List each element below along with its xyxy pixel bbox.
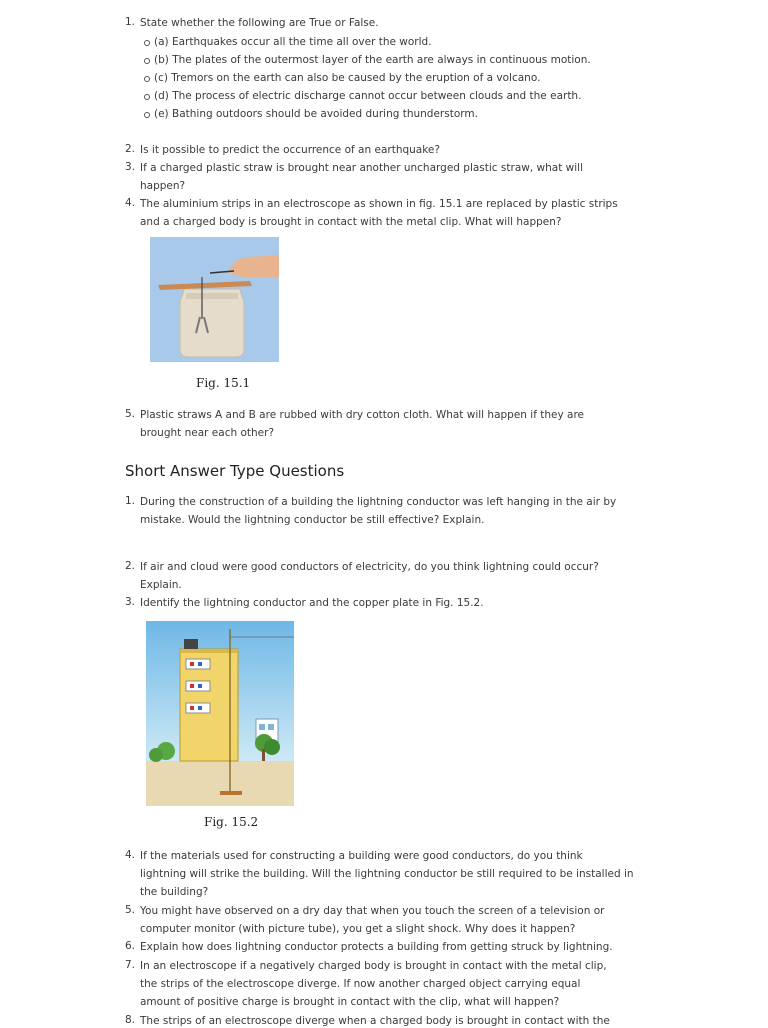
question-text: Plastic straws A and B are rubbed with dry cotton cloth. What will happen if they are xyxy=(140,409,585,421)
question-number: 8. xyxy=(125,1014,136,1026)
question-number: 4. xyxy=(125,197,136,209)
question-text: amount of positive charge is brought in contact with the clip, what will happen? xyxy=(140,996,560,1008)
question-number: 2. xyxy=(125,560,136,572)
true-false-item: (d) The process of electric discharge cannot occur between clouds and the earth. xyxy=(154,90,582,102)
figure-caption: Fig. 15.2 xyxy=(204,815,259,829)
question-text: The aluminium strips in an electroscope as shown in fig. 15.1 are replaced by plastic strips xyxy=(140,198,618,210)
true-false-item: (e) Bathing outdoors should be avoided during thunderstorm. xyxy=(154,108,478,120)
question-text: If air and cloud were good conductors of electricity, do you think lightning could occur? xyxy=(140,561,599,573)
bullet-icon xyxy=(144,112,150,118)
bullet-icon xyxy=(144,76,150,82)
question-number: 6. xyxy=(125,940,136,952)
question-number: 3. xyxy=(125,596,136,608)
question-number: 7. xyxy=(125,959,136,971)
question-text: The strips of an electroscope diverge when a charged body is brought in contact with the xyxy=(140,1015,610,1027)
building-figure xyxy=(146,621,294,806)
figure-caption: Fig. 15.1 xyxy=(196,376,251,390)
question-number: 1. xyxy=(125,16,136,28)
true-false-item: (c) Tremors on the earth can also be caused by the eruption of a volcano. xyxy=(154,72,541,84)
question-number: 4. xyxy=(125,849,136,861)
question-number: 2. xyxy=(125,143,136,155)
true-false-item: (b) The plates of the outermost layer of the earth are always in continuous motion. xyxy=(154,54,591,66)
question-text: If the materials used for constructing a building were good conductors, do you think xyxy=(140,850,583,862)
question-text: the strips of the electroscope diverge. If now another charged object carrying equal xyxy=(140,978,581,990)
question-number: 5. xyxy=(125,904,136,916)
bullet-icon xyxy=(144,58,150,64)
question-text: State whether the following are True or False. xyxy=(140,17,379,29)
question-text: During the construction of a building the lightning conductor was left hanging in the air by xyxy=(140,496,617,508)
question-text: brought near each other? xyxy=(140,427,275,439)
question-text: mistake. Would the lightning conductor be still effective? Explain. xyxy=(140,514,485,526)
question-number: 3. xyxy=(125,161,136,173)
question-text: In an electroscope if a negatively charged body is brought in contact with the metal clip, xyxy=(140,960,607,972)
electroscope-figure xyxy=(150,237,279,362)
bullet-icon xyxy=(144,40,150,46)
question-text: the building? xyxy=(140,886,209,898)
question-text: If a charged plastic straw is brought near another uncharged plastic straw, what will xyxy=(140,162,583,174)
question-text: lightning will strike the building. Will the lightning conductor be still required to be installed in xyxy=(140,868,634,880)
question-text: and a charged body is brought in contact with the metal clip. What will happen? xyxy=(140,216,562,228)
question-text: Identify the lightning conductor and the copper plate in Fig. 15.2. xyxy=(140,597,484,609)
question-text: computer monitor (with picture tube), you get a slight shock. Why does it happen? xyxy=(140,923,576,935)
question-text: You might have observed on a dry day that when you touch the screen of a television or xyxy=(140,905,605,917)
bullet-icon xyxy=(144,94,150,100)
question-text: Explain how does lightning conductor protects a building from getting struck by lightning. xyxy=(140,941,613,953)
question-number: 1. xyxy=(125,495,136,507)
question-text: happen? xyxy=(140,180,186,192)
question-number: 5. xyxy=(125,408,136,420)
question-text: Is it possible to predict the occurrence of an earthquake? xyxy=(140,144,440,156)
true-false-item: (a) Earthquakes occur all the time all over the world. xyxy=(154,36,432,48)
question-text: Explain. xyxy=(140,579,182,591)
section-heading: Short Answer Type Questions xyxy=(125,462,345,480)
